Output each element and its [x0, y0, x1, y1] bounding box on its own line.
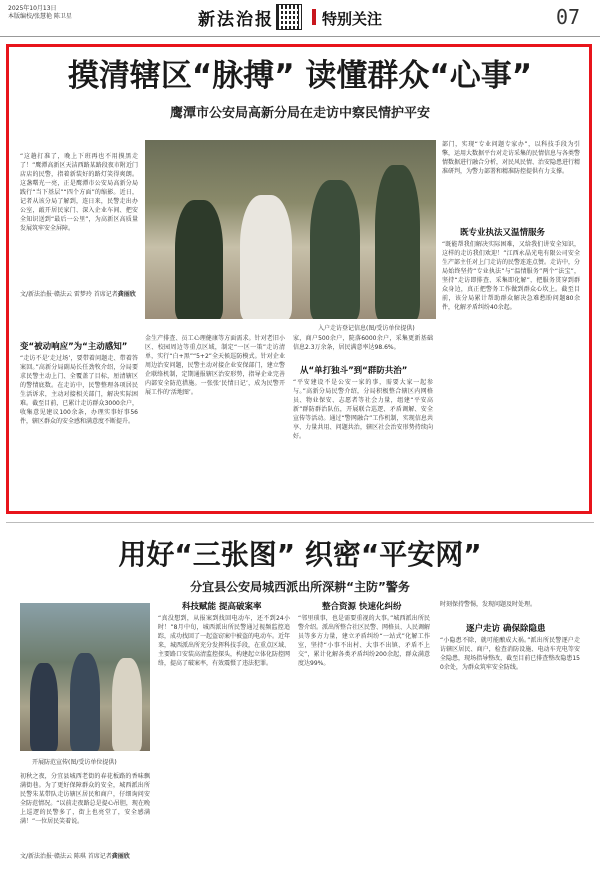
- story2-subhead-2: 整合资源 快速化纠纷: [322, 602, 402, 612]
- story1-col-2: 金生产排查、员工心理健康等方面需求。针对老旧小区、校园周边等重点区域，制定“一区一策”走访清单，实行“白+黑”“5+2”全天候巡防模式。针对企业周边治安问题，民警主动对接企业安保部门，建立警企联络机制，定期通报辖区治安形势，指导企业完善内部安全防范措施。一张张‘民情日记’，成为民警开展工作的‘活地图’。: [145, 335, 285, 396]
- story1-byline: 文/新法治报·赣法云 雷梦玲 首席记者龚丽欣: [20, 291, 136, 298]
- story1-subtitle: 鹰潭市公安局高新分局在走访中察民情护平安: [169, 106, 430, 121]
- story1-col-4b: “既能帮我们解决实际困难，又给我们讲安全知识，这样的走访我们欢迎！”江西永晶光电有限公司安全生产部主任对上门走访的民警连连点赞。走访中，分局始终坚持“专业执法”与“温情服务”两个“法宝”，坚持“走访即排查、采集即化解”，把服务贯穿到群众身边，真正把警务工作做到群众心坎上。截至目前，该分局累计帮助群众解决急难愁盼问题80余件，化解矛盾纠纷40余起。: [442, 241, 580, 311]
- page-header: [0, 0, 600, 37]
- story1-col-4: 部门，实现“专业问题专家办”，以科技手段为引擎，运用大数据平台对走访采集的民情信息与各类警情数据进行融合分析，对民风民情、治安隐患进行精准研判，为警力部署和精准防控提供有力支撑。: [442, 141, 580, 175]
- story2-photo-caption: 开展防范宣传(图/受访单位提供): [32, 759, 117, 766]
- person-figure: [310, 180, 360, 319]
- story-divider: [6, 522, 594, 523]
- story2-col-2: “真没想到，从报案到找回电动车，还不到24小时！”8月中旬，城西派出所民警通过视频监控追踪，成功找回了一起盗窃案中被盗的电动车。近年来，城西派出所充分发挥科技手段，在重点区域、主要路口安装高清监控探头，构建起立体化防控网络，提高了破案率，有效震慑了违法犯罪。: [158, 615, 290, 667]
- person-figure: [30, 663, 58, 751]
- story2-title: 用好“三张图” 织密“平安网”: [118, 538, 482, 571]
- story1-title: 摸清辖区“脉搏” 读懂群众“心事”: [67, 58, 533, 94]
- person-figure: [112, 658, 142, 751]
- story1-subhead-1: 变“被动响应”为“主动感知”: [20, 342, 128, 352]
- story2-col-3: “邻里琐事，也是需要重视的大事。”城西派出所民警介绍。派出所整合社区民警、网格员、人民调解员等多方力量，建立矛盾纠纷“一站式”化解工作室，坚持“小事不出村、大事不出镇、矛盾不上交”，累计化解各类矛盾纠纷200余起，群众满意度达99%。: [298, 615, 430, 667]
- story2-subtitle: 分宜县公安局城西派出所深耕“主防”警务: [190, 580, 410, 594]
- qr-code-icon: [276, 4, 302, 30]
- story1-col-3b: “平安建设不是公安一家的事，需要大家一起参与。”高新分局民警介绍，分局积极整合辖区内网格员、物业保安、志愿者等社会力量，组建“平安高新”群防群治队伍，开展联合巡逻、矛盾调解、安全宣传等活动。通过“警网融合”工作机制，实现信息共享、力量共用、问题共治，辖区社会治安形势持续向好。: [293, 379, 433, 440]
- story2-col-4b: “小隐患不除，就可能酿成大祸。”派出所民警逐户走访辖区居民、商户，检查消防设施、电动车充电等安全隐患，现场指导整改，截至目前已排查整改隐患150余处，为群众筑牢安全防线。: [440, 637, 580, 671]
- person-figure: [240, 195, 292, 319]
- section-title: 特别关注: [322, 10, 383, 28]
- story1-subhead-3: 既专业执法又温情服务: [460, 228, 546, 238]
- person-figure: [375, 165, 420, 319]
- story1-photo-caption: 入户走访登记信息(图/受访单位提供): [318, 325, 415, 332]
- story2-subhead-1: 科技赋能 提高破案率: [182, 602, 262, 612]
- story1-subhead-2: 从“单打独斗”到“群防共治”: [300, 366, 408, 376]
- person-figure: [175, 200, 223, 319]
- person-figure: [70, 653, 100, 751]
- story2-subhead-3: 逐户走访 确保除隐患: [466, 624, 546, 634]
- story1-col-1: “走访不是‘走过场’，要带着问题走、带着答案回。”高新分局副局长任劲牧介绍，分局要求民警主动上门、全覆盖了目标，厘清辖区的警情底数。在走访中，民警整理各项居民生活诉求，主动对接相关部门，解决实际困难。截至目前，已累计走访群众3000余户，收集意见建议100余条，办理实事好事56件，辖区群众的安全感和满意度不断提升。: [20, 355, 138, 425]
- story1-lead: “这趟打准了，晚上下班再也不用摸黑走了！”鹰潭高新区天洁西路某路段夜市附近门店店的民警，指着新装好的路灯笑得爽朗。这盏曙光一亮，正是鹰潭市公安局高新分局践行“当下基层”“四个方面”的缩影。近日，记者从该分局了解到，连日来，民警走出办公室，敲开居民家门、深入企业车间、把安全知识送到“最后一公里”，为高新区高质量发展筑牢安全屏障。: [20, 153, 138, 232]
- story2-col-4: 时刻保持警惕，发现问题及时处理。: [440, 601, 537, 608]
- story1-photo: [145, 140, 436, 319]
- story2-byline: 文/新法治报·赣法云 陈琪 首席记者龚丽欣: [20, 853, 130, 860]
- story2-lead: 初秋之夜，分宜县城西老街的春花板路的香味飘满街巷。为了更好保障群众的安全，城西派出所民警朱某带队走访辖区居民和商户，仔细询问安全防范情况。“以前走夜路总是提心吊胆，现在晚上巡逻的民警多了，街上也亮堂了，安全感满满！”一位居民笑着说。: [20, 773, 150, 825]
- page-number: 07: [556, 5, 581, 29]
- newspaper-name: 新法治报: [198, 10, 274, 30]
- section-marker: [312, 9, 316, 25]
- issue-date: 2025年10月13日 本版编校/张慧艳 陈卫星: [8, 5, 72, 20]
- story2-photo: [20, 603, 150, 751]
- story1-col-3: 家，商户500余户，院落6000余户，采集更新基础信息2.3万余条，居民满意率达98.6%。: [293, 335, 433, 351]
